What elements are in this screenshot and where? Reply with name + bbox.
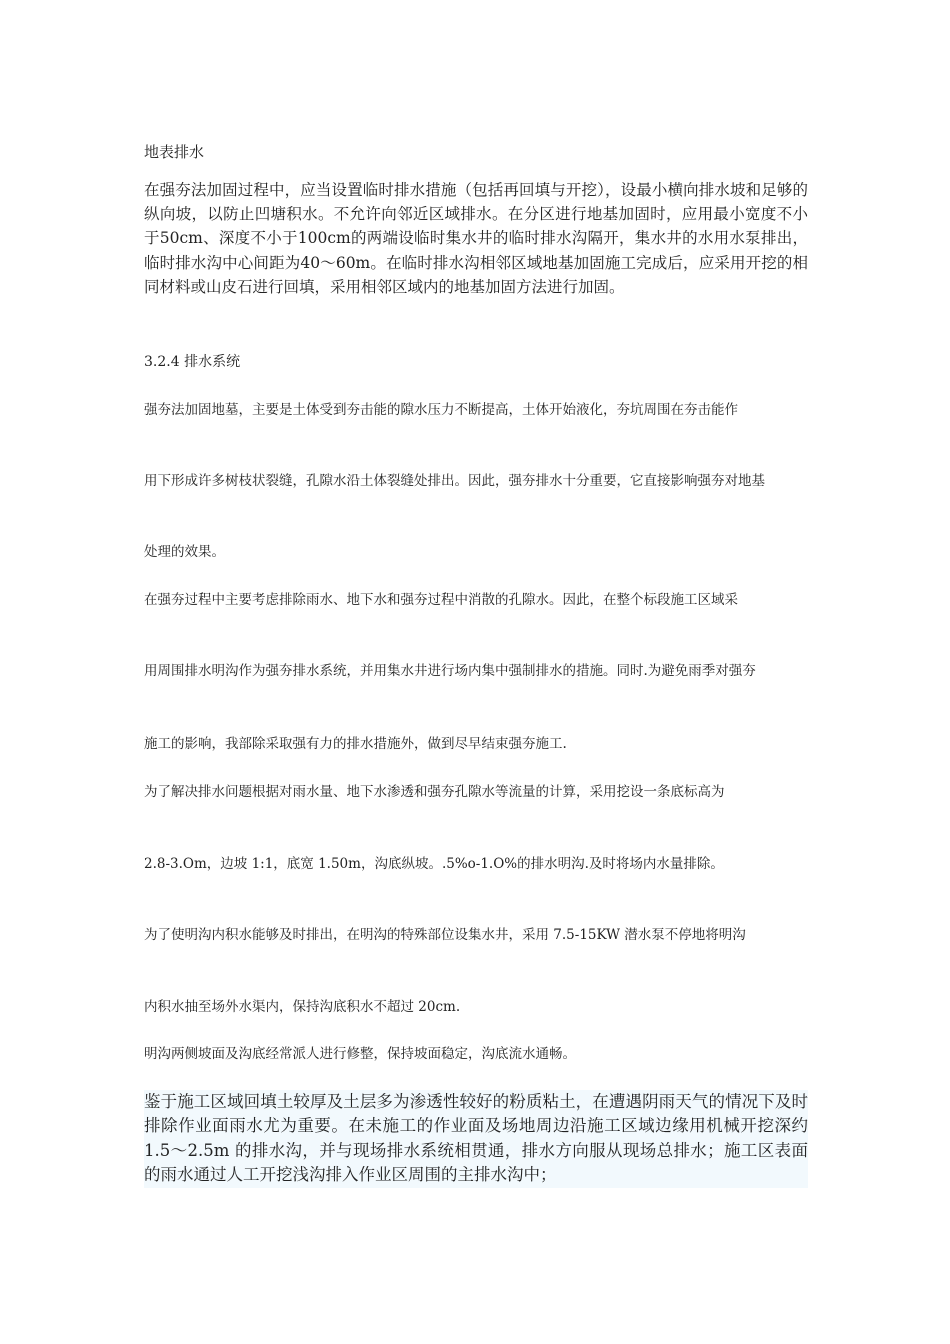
paragraph: 强夯法加固地墓，主要是土体受到夯击能的隙水压力不断提高，土体开始液化，夯坑周围在夯击能作 — [144, 402, 738, 418]
section-title-drainage-system: 3.2.4 排水系统 — [144, 354, 241, 370]
paragraph: 用周围排水明沟作为强夯排水系统，并用集水井进行场内集中强制排水的措施。同时.为避免雨季对强夯 — [144, 663, 756, 679]
paragraph: 为了解决排水问题根据对雨水量、地下水渗透和强夯孔隙水等流量的计算，采用挖设一条底标高为 — [144, 784, 725, 800]
highlighted-paragraph: 鉴于施工区域回填土较厚及土层多为渗透性较好的粉质粘土，在遭遇阴雨天气的情况下及时排除作业面雨水尤为重要。在未施工的作业面及场地周边沿施工区域边缘用机械开挖深约 1.5～2.5m 的排水沟，并与现场排水系统相贯通，排水方向服从现场总排水；施工区表面的雨水通过人工开挖浅沟排入作业区周围的主排水沟中； — [144, 1090, 808, 1188]
paragraph: 明沟两侧坡面及沟底经常派人进行修整，保持坡面稳定，沟底流水通畅。 — [144, 1046, 576, 1062]
paragraph: 内积水抽至场外水渠内，保持沟底积水不超过 20cm. — [144, 999, 461, 1015]
intro-paragraph: 在强夯法加固过程中，应当设置临时排水措施（包括再回填与开挖），设最小横向排水坡和足够的纵向坡，以防止凹塘积水。不允许向邻近区域排水。在分区进行地基加固时，应用最小宽度不小于50cm、深度不小于100cm的两端设临时集水井的临时排水沟隔开，集水井的水用水泵排出，临时排水沟中心间距为40～60m。在临时排水沟相邻区域地基加固施工完成后，应采用开挖的相同材料或山皮石进行回填，采用相邻区域内的地基加固方法进行加固。 — [144, 181, 808, 296]
paragraph: 用下形成许多树枝状裂缝，孔隙水沿土体裂缝处排出。因此，强夯排水十分重要，它直接影响强夯对地基 — [144, 473, 765, 489]
paragraph: 2.8-3.Om，边坡 1:1，底宽 1.50m，沟底纵坡。.5%o-1.O%的排水明沟.及时将场内水量排除。 — [144, 856, 724, 872]
paragraph: 处理的效果。 — [144, 544, 225, 560]
paragraph: 在强夯过程中主要考虑排除雨水、地下水和强夯过程中消散的孔隙水。因此，在整个标段施工区域采 — [144, 592, 738, 608]
paragraph: 施工的影响，我部除采取强有力的排水措施外，做到尽早结束强夯施工. — [144, 736, 567, 752]
paragraph: 为了使明沟内积水能够及时排出，在明沟的特殊部位设集水井，采用 7.5-15KW 潜水泵不停地将明沟 — [144, 927, 746, 943]
heading-surface-drainage: 地表排水 — [144, 143, 205, 161]
